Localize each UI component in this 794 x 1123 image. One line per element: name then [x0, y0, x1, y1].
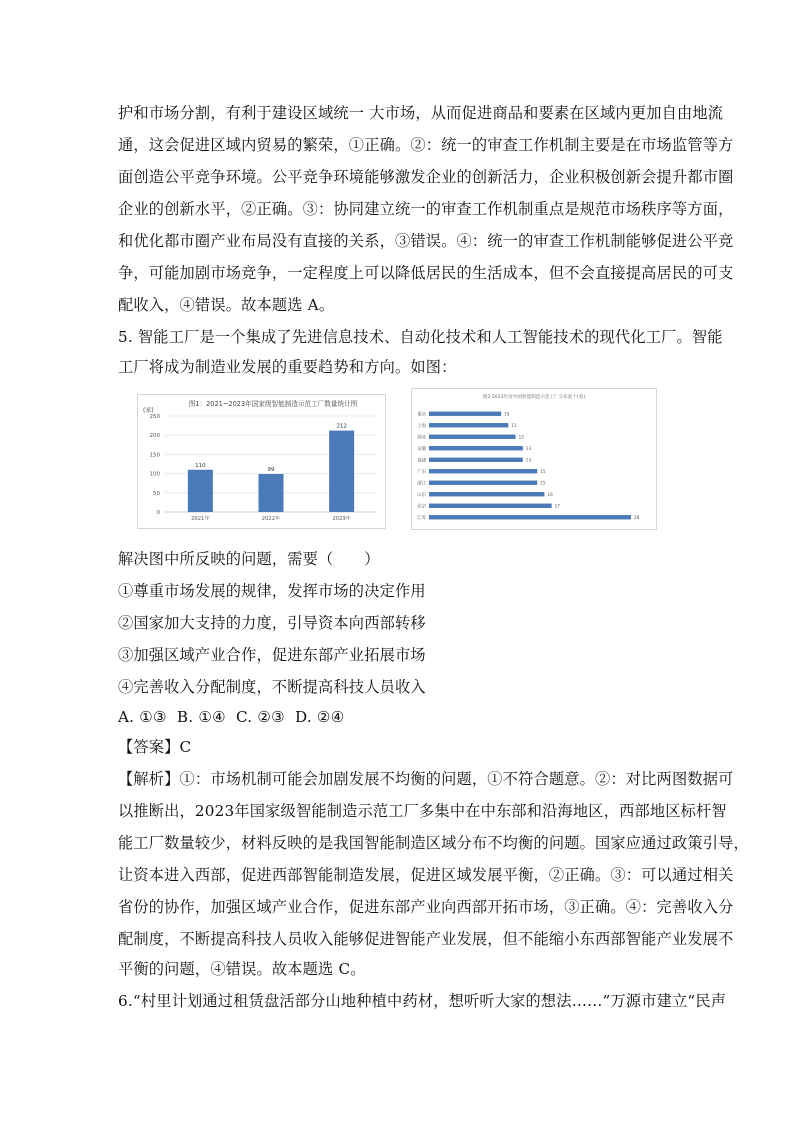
- analysis-line: 配制度，不断提高科技人员收入能够促进智能产业发展，但不能缩小东西部智能产业发展不: [118, 930, 734, 948]
- analysis-line: 【解析】①：市场机制可能会加剧发展不均衡的问题，①不符合题意。②：对比两图数据可: [118, 770, 734, 788]
- bar: [329, 431, 354, 512]
- bar: [429, 412, 501, 416]
- category-label: 安徽: [417, 446, 426, 452]
- text-line: 争，可能加剧市场竞争，一定程度上可以降低居民的生活成本，但不会直接提高居民的可支: [118, 264, 734, 282]
- bar: [429, 446, 523, 450]
- figure-1-svg: [137, 394, 386, 529]
- bar: [429, 492, 544, 496]
- data-label: 28: [634, 514, 640, 520]
- category-label: 北京: [417, 504, 426, 510]
- bar: [429, 469, 537, 473]
- option-2: ②国家加大支持的力度，引导资本向西部转移: [118, 614, 426, 632]
- category-label: 重庆: [417, 412, 426, 418]
- data-label: 15: [540, 468, 546, 474]
- question-5-text: 5. 智能工厂是一个集成了先进信息技术、自动化技术和人工智能技术的现代化工厂。智能: [118, 328, 723, 346]
- bar: [429, 504, 552, 508]
- analysis-line: 能工厂数量较少，材料反映的是我国智能制造区域分布不均衡的问题。国家应通过政策引导，: [118, 834, 749, 852]
- x-tick-label: 2021年: [191, 516, 210, 522]
- y-tick-label: 150: [149, 452, 160, 459]
- bar: [429, 458, 523, 462]
- option-3: ③加强区域产业合作，促进东部产业拓展市场: [118, 646, 426, 664]
- text-line: 面创造公平竞争环境。公平竞争环境能够激发企业的创新活力，企业积极创新会提升都市圈: [118, 168, 734, 186]
- analysis-line: 平衡的问题，④错误。故本题选 C。: [118, 960, 366, 978]
- figure-2-svg: [411, 388, 657, 530]
- chart-title: 图1：2021~2023年国家级智能制造示范工厂数量统计图: [188, 400, 358, 408]
- x-tick-label: 2023年: [332, 516, 351, 522]
- bar: [429, 481, 537, 485]
- option-1: ①尊重市场发展的规律，发挥市场的决定作用: [118, 582, 426, 600]
- question-6-text: 6.“村里计划通过租赁盘活部分山地种植中药材，想听听大家的想法……”万源市建立“民声: [118, 992, 727, 1010]
- data-label: 10: [504, 411, 510, 417]
- data-label: 17: [554, 503, 560, 509]
- y-tick-label: 50: [153, 490, 160, 497]
- analysis-line: 省份的协作，加强区域产业合作，促进东部产业向西部开拓市场，③正确。④：完善收入分: [118, 898, 734, 916]
- bar: [188, 470, 213, 512]
- option-4: ④完善收入分配制度，不断提高科技人员收入: [118, 678, 426, 696]
- bar: [429, 515, 631, 519]
- data-label: 13: [525, 457, 532, 463]
- answer: 【答案】C: [118, 738, 192, 756]
- data-label: 15: [540, 480, 546, 486]
- category-label: 福建: [417, 458, 426, 464]
- y-tick-label: 0: [156, 510, 160, 516]
- data-label: 110: [195, 462, 206, 469]
- data-label: 12: [518, 434, 524, 440]
- figure-2-chart: [411, 388, 657, 530]
- category-label: 山东: [417, 492, 426, 498]
- text-line: 护和市场分割，有利于建设区域统一 大市场，从而促进商品和要素在区域内更加自由地流: [118, 104, 724, 122]
- x-tick-label: 2022年: [261, 516, 281, 522]
- y-tick-label: 100: [149, 471, 160, 478]
- category-label: 广东: [417, 469, 426, 475]
- data-label: 99: [267, 466, 275, 473]
- question-5-text: 工厂将成为制造业发展的重要趋势和方向。如图：: [118, 358, 457, 376]
- answer-choices: A. ①③ B. ①④ C. ②③ D. ②④: [118, 708, 345, 726]
- figure-1-chart: [137, 394, 386, 529]
- chart-title: 图2:2023年度中国智能制造示范工厂分布前十(家): [482, 395, 586, 400]
- y-tick-label: 200: [149, 433, 160, 440]
- analysis-line: 以推断出，2023年国家级智能制造示范工厂多集中在中东部和沿海地区，西部地区标杆智: [118, 802, 727, 820]
- text-line: 通，这会促进区域内贸易的繁荣，①正确。②：统一的审查工作机制主要是在市场监管等方: [118, 136, 734, 154]
- text-line: 配收入，④错误。故本题选 A。: [118, 296, 335, 314]
- data-label: 11: [511, 422, 517, 428]
- analysis-line: 让资本进入西部，促进西部智能制造发展，促进区域发展平衡，②正确。③：可以通过相关: [118, 866, 734, 884]
- y-tick-label: 250: [149, 414, 160, 420]
- text-line: 企业的创新水平，②正确。③：协同建立统一的审查工作机制重点是规范市场秩序等方面，: [118, 200, 734, 218]
- bar: [429, 435, 516, 439]
- category-label: 上海: [417, 423, 426, 429]
- category-label: 江苏: [417, 515, 426, 521]
- bar: [259, 474, 284, 512]
- text-line: 和优化都市圈产业布局没有直接的关系，③错误。④：统一的审查工作机制能够促进公平竞: [118, 232, 734, 250]
- category-label: 湖北: [417, 435, 426, 441]
- data-label: 16: [547, 491, 553, 497]
- y-axis-label: (家): [143, 407, 154, 414]
- data-label: 212: [336, 423, 347, 430]
- question-stem: 解决图中所反映的问题，需要（ ）: [118, 550, 380, 568]
- bar: [429, 423, 508, 427]
- category-label: 浙江: [417, 481, 426, 487]
- data-label: 13: [525, 445, 532, 451]
